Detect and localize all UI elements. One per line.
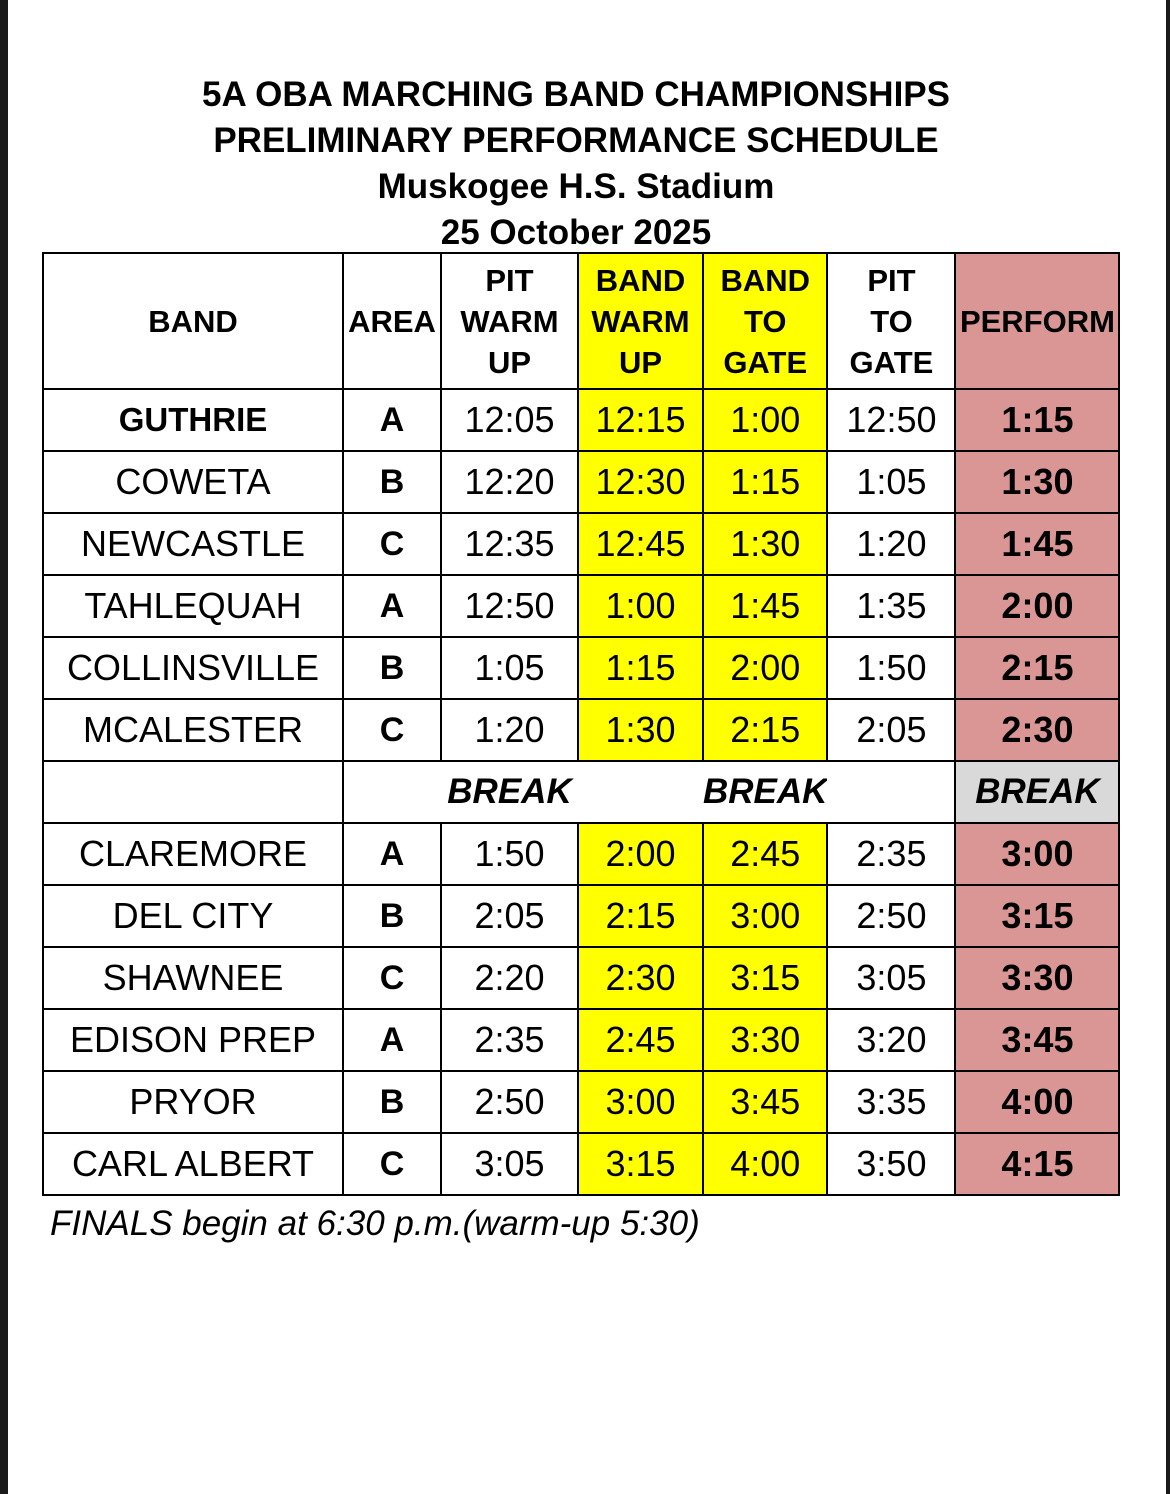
column-header-perform: PERFORM	[955, 253, 1119, 389]
pit-warm-up-cell: 2:20	[441, 947, 578, 1009]
perform-cell: 4:15	[955, 1133, 1119, 1195]
band-warm-up-cell: 12:15	[578, 389, 703, 451]
area-cell: C	[343, 513, 441, 575]
pit-warm-up-cell: 2:50	[441, 1071, 578, 1133]
break-empty-pit-gate-cell	[827, 761, 955, 823]
band-cell: PRYOR	[43, 1071, 343, 1133]
title-line-2: PRELIMINARY PERFORMANCE SCHEDULE	[213, 121, 939, 160]
perform-cell: 2:00	[955, 575, 1119, 637]
pit-to-gate-cell: 1:35	[827, 575, 955, 637]
table-row	[43, 637, 1119, 699]
area-cell: C	[343, 699, 441, 761]
pit-warm-up-cell: 2:35	[441, 1009, 578, 1071]
table-row	[43, 947, 1119, 1009]
title-line-1: 5A OBA MARCHING BAND CHAMPIONSHIPS	[202, 75, 950, 114]
schedule-table	[42, 252, 1120, 1196]
table-row	[43, 699, 1119, 761]
area-cell: C	[343, 1133, 441, 1195]
perform-cell: 3:00	[955, 823, 1119, 885]
band-to-gate-cell: 2:45	[703, 823, 827, 885]
break-label-band: BREAK	[703, 761, 827, 823]
column-header-band: BAND	[43, 253, 343, 389]
perform-cell: 3:45	[955, 1009, 1119, 1071]
area-cell: A	[343, 389, 441, 451]
pit-warm-up-cell: 12:05	[441, 389, 578, 451]
band-to-gate-cell: 2:00	[703, 637, 827, 699]
column-header-area: AREA	[343, 253, 441, 389]
pit-to-gate-cell: 3:35	[827, 1071, 955, 1133]
right-page-edge	[1166, 0, 1170, 1494]
area-cell: B	[343, 885, 441, 947]
pit-warm-up-cell: 3:05	[441, 1133, 578, 1195]
perform-cell: 3:15	[955, 885, 1119, 947]
band-to-gate-cell: 2:15	[703, 699, 827, 761]
perform-cell: 1:15	[955, 389, 1119, 451]
finals-note: FINALS begin at 6:30 p.m.(warm-up 5:30)	[50, 1204, 700, 1243]
band-cell: MCALESTER	[43, 699, 343, 761]
pit-to-gate-cell: 2:35	[827, 823, 955, 885]
band-cell: DEL CITY	[43, 885, 343, 947]
pit-warm-up-cell: 12:35	[441, 513, 578, 575]
area-cell: B	[343, 451, 441, 513]
band-warm-up-cell: 12:45	[578, 513, 703, 575]
pit-to-gate-cell: 3:20	[827, 1009, 955, 1071]
column-header-band-warm-up: BAND WARM UP	[578, 253, 703, 389]
band-to-gate-cell: 1:00	[703, 389, 827, 451]
perform-cell: 1:45	[955, 513, 1119, 575]
pit-warm-up-cell: 12:20	[441, 451, 578, 513]
column-header-pit-to-gate: PIT TO GATE	[827, 253, 955, 389]
table-row	[43, 823, 1119, 885]
break-empty-warm-cell	[578, 761, 703, 823]
band-to-gate-cell: 1:30	[703, 513, 827, 575]
band-cell: EDISON PREP	[43, 1009, 343, 1071]
break-empty-area-cell	[343, 761, 441, 823]
table-row	[43, 1071, 1119, 1133]
pit-warm-up-cell: 1:05	[441, 637, 578, 699]
band-to-gate-cell: 3:45	[703, 1071, 827, 1133]
band-to-gate-cell: 3:00	[703, 885, 827, 947]
band-cell: TAHLEQUAH	[43, 575, 343, 637]
band-warm-up-cell: 1:00	[578, 575, 703, 637]
band-to-gate-cell: 3:15	[703, 947, 827, 1009]
event-date: 25 October 2025	[440, 213, 712, 252]
table-row	[43, 1009, 1119, 1071]
pit-warm-up-cell: 2:05	[441, 885, 578, 947]
document-header	[0, 72, 1152, 256]
perform-cell: 1:30	[955, 451, 1119, 513]
break-row	[43, 761, 1119, 823]
column-header-pit-warm-up: PIT WARM UP	[441, 253, 578, 389]
band-cell: COWETA	[43, 451, 343, 513]
pit-to-gate-cell: 3:50	[827, 1133, 955, 1195]
band-warm-up-cell: 2:30	[578, 947, 703, 1009]
break-label-pit: BREAK	[441, 761, 578, 823]
table-row	[43, 575, 1119, 637]
band-to-gate-cell: 1:45	[703, 575, 827, 637]
pit-to-gate-cell: 1:05	[827, 451, 955, 513]
band-warm-up-cell: 1:30	[578, 699, 703, 761]
band-cell: CARL ALBERT	[43, 1133, 343, 1195]
area-cell: A	[343, 1009, 441, 1071]
band-warm-up-cell: 3:15	[578, 1133, 703, 1195]
band-cell: CLAREMORE	[43, 823, 343, 885]
pit-to-gate-cell: 1:20	[827, 513, 955, 575]
area-cell: B	[343, 637, 441, 699]
pit-to-gate-cell: 3:05	[827, 947, 955, 1009]
area-cell: A	[343, 823, 441, 885]
band-warm-up-cell: 2:00	[578, 823, 703, 885]
table-row	[43, 513, 1119, 575]
band-to-gate-cell: 4:00	[703, 1133, 827, 1195]
band-warm-up-cell: 12:30	[578, 451, 703, 513]
header-row	[43, 253, 1119, 389]
band-cell: SHAWNEE	[43, 947, 343, 1009]
pit-warm-up-cell: 1:50	[441, 823, 578, 885]
table-row	[43, 389, 1119, 451]
perform-cell: 3:30	[955, 947, 1119, 1009]
area-cell: B	[343, 1071, 441, 1133]
area-cell: A	[343, 575, 441, 637]
table-row	[43, 451, 1119, 513]
band-warm-up-cell: 1:15	[578, 637, 703, 699]
area-cell: C	[343, 947, 441, 1009]
perform-cell: 2:30	[955, 699, 1119, 761]
perform-cell: 2:15	[955, 637, 1119, 699]
band-warm-up-cell: 3:00	[578, 1071, 703, 1133]
band-to-gate-cell: 1:15	[703, 451, 827, 513]
perform-cell: 4:00	[955, 1071, 1119, 1133]
pit-warm-up-cell: 1:20	[441, 699, 578, 761]
pit-to-gate-cell: 12:50	[827, 389, 955, 451]
column-header-band-to-gate: BAND TO GATE	[703, 253, 827, 389]
pit-to-gate-cell: 2:05	[827, 699, 955, 761]
band-to-gate-cell: 3:30	[703, 1009, 827, 1071]
break-empty-band-cell	[43, 761, 343, 823]
venue: Muskogee H.S. Stadium	[377, 167, 775, 206]
table-row	[43, 885, 1119, 947]
band-cell: COLLINSVILLE	[43, 637, 343, 699]
table-row	[43, 1133, 1119, 1195]
band-warm-up-cell: 2:45	[578, 1009, 703, 1071]
pit-to-gate-cell: 2:50	[827, 885, 955, 947]
band-warm-up-cell: 2:15	[578, 885, 703, 947]
pit-to-gate-cell: 1:50	[827, 637, 955, 699]
break-label-perform: BREAK	[955, 761, 1119, 823]
band-cell: GUTHRIE	[43, 389, 343, 451]
pit-warm-up-cell: 12:50	[441, 575, 578, 637]
band-cell: NEWCASTLE	[43, 513, 343, 575]
